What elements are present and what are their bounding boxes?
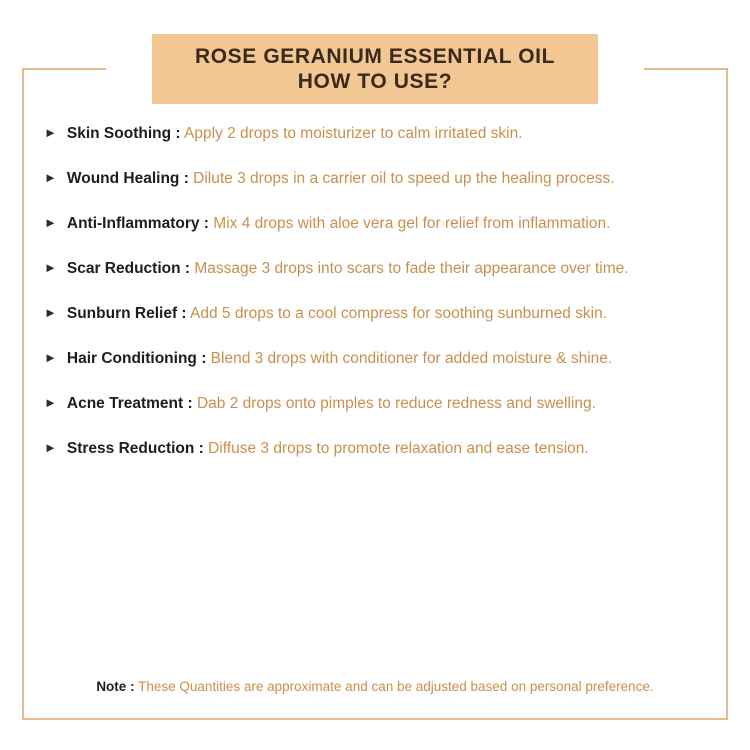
frame-border-top-right xyxy=(644,68,728,70)
list-item-text xyxy=(67,392,596,415)
bullet-arrow-icon: ► xyxy=(44,305,57,320)
list-item-term: Stress Reduction : xyxy=(66,440,204,457)
list-item-text xyxy=(67,122,523,145)
bullet-arrow-icon: ► xyxy=(44,260,57,275)
list-item-description: Mix 4 drops with aloe vera gel for relief from inflammation. xyxy=(213,215,611,232)
list-item-description: Apply 2 drops to moisturizer to calm irritated skin. xyxy=(183,125,523,142)
list-item-text xyxy=(67,212,611,235)
note-label: Note : xyxy=(96,679,135,694)
list-item xyxy=(44,347,716,370)
list-item-term: Wound Healing : xyxy=(66,170,189,187)
list-item-description: Add 5 drops to a cool compress for soothing sunburned skin. xyxy=(190,305,608,322)
list-item xyxy=(44,392,716,415)
list-item xyxy=(44,302,716,325)
bullet-arrow-icon: ► xyxy=(44,215,57,230)
list-item-description: Dab 2 drops onto pimples to reduce redness and swelling. xyxy=(196,395,596,412)
list-item-text xyxy=(67,347,612,370)
list-item-description: Dilute 3 drops in a carrier oil to speed up the healing process. xyxy=(193,170,615,187)
page-title xyxy=(152,34,598,104)
note-text: These Quantities are approximate and can be adjusted based on personal preference. xyxy=(138,679,654,694)
frame-border-left xyxy=(22,68,24,720)
page-title-line-1: ROSE GERANIUM ESSENTIAL OIL xyxy=(194,45,555,68)
list-item-term: Hair Conditioning : xyxy=(66,350,207,367)
list-item-text xyxy=(67,257,629,280)
list-item-term: Skin Soothing : xyxy=(66,125,181,142)
list-item xyxy=(44,257,716,280)
bullet-arrow-icon: ► xyxy=(44,395,57,410)
list-item-description: Blend 3 drops with conditioner for added moisture & shine. xyxy=(210,350,613,367)
note xyxy=(70,676,680,698)
list-item-text xyxy=(67,437,589,460)
page-title-line-2: HOW TO USE? xyxy=(297,70,453,93)
list-item xyxy=(44,167,716,190)
frame-border-top-left xyxy=(22,68,106,70)
list-item-term: Scar Reduction : xyxy=(66,260,191,277)
bullet-arrow-icon: ► xyxy=(44,440,57,455)
usage-list xyxy=(44,122,716,482)
bullet-arrow-icon: ► xyxy=(44,350,57,365)
list-item xyxy=(44,437,716,460)
list-item xyxy=(44,212,716,235)
list-item-term: Anti-Inflammatory : xyxy=(66,215,209,232)
frame-border-bottom xyxy=(22,718,728,720)
list-item-term: Sunburn Relief : xyxy=(66,305,187,322)
bullet-arrow-icon: ► xyxy=(44,125,57,140)
list-item-text xyxy=(67,302,607,325)
list-item xyxy=(44,122,716,145)
list-item-description: Diffuse 3 drops to promote relaxation and ease tension. xyxy=(208,440,589,457)
list-item-text xyxy=(67,167,615,190)
list-item-term: Acne Treatment : xyxy=(66,395,193,412)
frame-border-right xyxy=(726,68,728,720)
bullet-arrow-icon: ► xyxy=(44,170,57,185)
list-item-description: Massage 3 drops into scars to fade their appearance over time. xyxy=(194,260,629,277)
